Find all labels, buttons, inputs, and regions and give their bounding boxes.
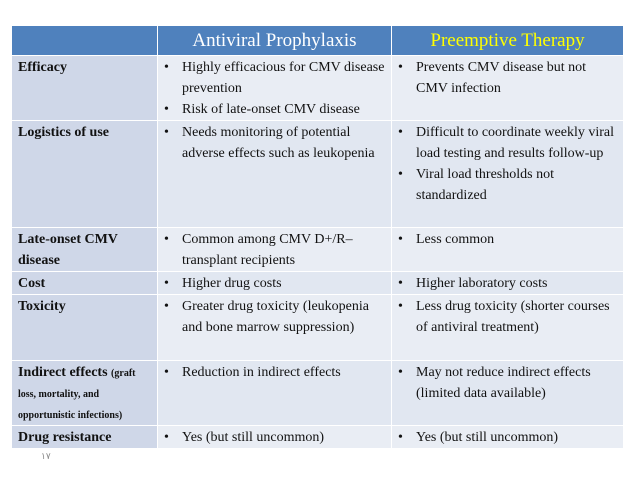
- table-row: [12, 361, 624, 426]
- header-preemptive-therapy: Preemptive Therapy: [392, 26, 624, 56]
- bullet-icon: •: [398, 125, 403, 140]
- prophylaxis-cell: [158, 228, 392, 272]
- bullet-item: [162, 362, 388, 383]
- bullet-item: [162, 122, 388, 164]
- row-header: [12, 228, 158, 272]
- prophylaxis-cell: [158, 121, 392, 228]
- bullet-text: Difficult to coordinate weekly viral load testing and results follow-up: [416, 125, 615, 161]
- row-header-label: Efficacy: [18, 60, 67, 75]
- bullet-item: [162, 57, 388, 99]
- row-header-note: (graft loss, mortality, and opportunistic infections): [18, 368, 136, 421]
- bullet-item: [162, 99, 388, 120]
- bullet-item: [396, 122, 620, 164]
- prophylaxis-cell: [158, 426, 392, 449]
- prophylaxis-cell: [158, 295, 392, 361]
- header-antiviral-prophylaxis: Antiviral Prophylaxis: [158, 26, 392, 56]
- bullet-item: [162, 427, 388, 448]
- table-body: [12, 56, 624, 449]
- header-row: [12, 26, 624, 56]
- bullet-text: Reduction in indirect effects: [182, 365, 341, 380]
- bullet-text: Less drug toxicity (shorter courses of antiviral treatment): [416, 299, 610, 335]
- table-row: [12, 56, 624, 121]
- bullet-text: Yes (but still uncommon): [416, 430, 559, 445]
- row-header-label: Toxicity: [18, 299, 66, 314]
- header-blank-cell: [12, 26, 158, 56]
- prophylaxis-cell: [158, 272, 392, 295]
- bullet-text: Greater drug toxicity (leukopenia and bone marrow suppression): [182, 299, 369, 335]
- bullet-icon: •: [398, 299, 403, 314]
- bullet-text: Less common: [416, 232, 495, 247]
- bullet-icon: •: [398, 60, 403, 75]
- bullet-item: [162, 296, 388, 338]
- bullet-icon: •: [164, 125, 169, 140]
- bullet-item: [396, 427, 620, 448]
- row-header: [12, 426, 158, 449]
- bullet-text: Common among CMV D+/R– transplant recipients: [182, 232, 353, 268]
- preemptive-cell: [392, 426, 624, 449]
- bullet-icon: •: [398, 232, 403, 247]
- bullet-icon: •: [164, 430, 169, 445]
- bullet-icon: •: [164, 60, 169, 75]
- bullet-text: Prevents CMV disease but not CMV infection: [416, 60, 587, 96]
- row-header: [12, 56, 158, 121]
- bullet-icon: •: [398, 365, 403, 380]
- row-header: [12, 295, 158, 361]
- row-header-label: Drug resistance: [18, 430, 112, 445]
- bullet-item: [396, 229, 620, 250]
- bullet-item: [396, 362, 620, 404]
- preemptive-cell: [392, 295, 624, 361]
- preemptive-cell: [392, 361, 624, 426]
- preemptive-cell: [392, 272, 624, 295]
- comparison-table: [11, 25, 624, 449]
- row-header: [12, 361, 158, 426]
- row-header-label: Cost: [18, 276, 46, 291]
- bullet-item: [162, 273, 388, 294]
- prophylaxis-cell: [158, 56, 392, 121]
- bullet-item: [396, 57, 620, 99]
- bullet-text: Highly efficacious for CMV disease prevention: [182, 60, 385, 96]
- table-row: [12, 295, 624, 361]
- bullet-icon: •: [398, 276, 403, 291]
- bullet-text: Higher laboratory costs: [416, 276, 548, 291]
- table-row: [12, 121, 624, 228]
- bullet-icon: •: [398, 430, 403, 445]
- preemptive-cell: [392, 228, 624, 272]
- bullet-item: [396, 164, 620, 206]
- row-header: [12, 272, 158, 295]
- bullet-text: Yes (but still uncommon): [182, 430, 325, 445]
- page-number: ١٧: [41, 452, 51, 462]
- bullet-item: [396, 273, 620, 294]
- bullet-item: [162, 229, 388, 271]
- table-row: [12, 228, 624, 272]
- bullet-icon: •: [398, 167, 403, 182]
- bullet-icon: •: [164, 102, 169, 117]
- bullet-text: Higher drug costs: [182, 276, 282, 291]
- bullet-text: May not reduce indirect effects (limited data available): [416, 365, 591, 401]
- prophylaxis-cell: [158, 361, 392, 426]
- preemptive-cell: [392, 56, 624, 121]
- bullet-icon: •: [164, 299, 169, 314]
- bullet-icon: •: [164, 365, 169, 380]
- bullet-icon: •: [164, 232, 169, 247]
- bullet-text: Viral load thresholds not standardized: [416, 167, 554, 203]
- row-header-label: Logistics of use: [18, 125, 109, 140]
- table-row: [12, 272, 624, 295]
- row-header-label: Indirect effects: [18, 365, 108, 380]
- bullet-text: Risk of late-onset CMV disease: [182, 102, 360, 117]
- row-header-label: Late-onset CMV disease: [18, 232, 118, 268]
- table-row: [12, 426, 624, 449]
- preemptive-cell: [392, 121, 624, 228]
- row-header: [12, 121, 158, 228]
- bullet-text: Needs monitoring of potential adverse effects such as leukopenia: [182, 125, 375, 161]
- bullet-item: [396, 296, 620, 338]
- bullet-icon: •: [164, 276, 169, 291]
